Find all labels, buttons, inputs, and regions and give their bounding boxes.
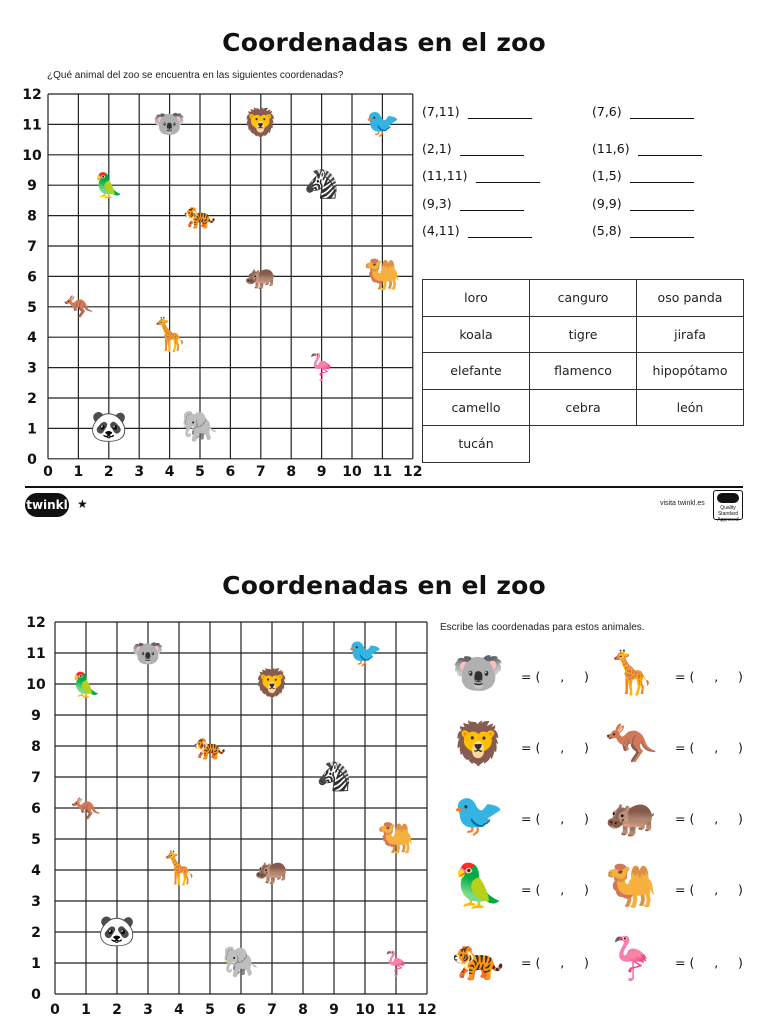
x-axis-label: 3 — [134, 464, 145, 480]
y-axis-label: 9 — [31, 708, 41, 724]
x-axis-label: 6 — [225, 464, 236, 480]
camel-icon: 🐫 — [377, 821, 415, 857]
x-axis-label: 8 — [286, 464, 297, 480]
coordinate-question — [422, 168, 540, 183]
y-axis-label: 3 — [31, 894, 41, 910]
answer-blank[interactable] — [638, 144, 702, 156]
word-bank-table — [422, 279, 744, 463]
coordinate-text: (2,1) — [422, 141, 452, 156]
word-cell: jirafa — [637, 316, 744, 353]
answer-blank[interactable] — [468, 107, 532, 119]
word-cell: tigre — [530, 316, 637, 353]
x-axis-label: 2 — [112, 1002, 122, 1018]
coordinate-answer-field[interactable]: = ( , ) — [675, 811, 743, 826]
y-axis-label: 6 — [27, 269, 37, 286]
coordinate-question — [592, 141, 702, 156]
answer-blank[interactable] — [460, 144, 524, 156]
zebra-icon: 🦓 — [316, 760, 352, 794]
footer-divider — [25, 486, 743, 488]
y-axis-label: 2 — [31, 925, 41, 941]
empty-cell — [637, 426, 744, 463]
toucan-icon: 🐦 — [452, 790, 505, 839]
badge-text: Quality Standard Approved — [717, 505, 739, 523]
camel-icon: 🐫 — [605, 861, 658, 910]
empty-cell — [530, 426, 637, 463]
coordinate-answer-field[interactable]: = ( , ) — [521, 882, 589, 897]
koala-icon: 🐨 — [153, 109, 186, 140]
coordinate-question — [422, 223, 532, 238]
x-axis-label: 9 — [329, 1002, 339, 1018]
coordinate-text: (11,6) — [592, 141, 630, 156]
page1-title: Coordenadas en el zoo — [222, 28, 546, 57]
flamingo-icon: 🦩 — [605, 934, 658, 983]
y-axis-label: 8 — [27, 208, 37, 225]
x-axis-label: 0 — [43, 464, 53, 480]
coordinate-question — [422, 104, 532, 119]
x-axis-label: 2 — [103, 464, 114, 480]
hippo-icon: 🦛 — [244, 261, 277, 292]
answer-blank[interactable] — [630, 107, 694, 119]
y-axis-label: 1 — [31, 956, 41, 972]
tiger-icon: 🐅 — [183, 200, 217, 231]
page1-instruction: ¿Qué animal del zoo se encuentra en las siguientes coordenadas? — [47, 70, 344, 81]
y-axis-label: 11 — [22, 117, 42, 134]
coordinate-answer-field[interactable]: = ( , ) — [521, 955, 589, 970]
coordinate-answer-field[interactable]: = ( , ) — [675, 669, 743, 684]
toucan-icon: 🐦 — [364, 106, 400, 140]
y-axis-label: 7 — [27, 239, 37, 255]
y-axis-label: 9 — [27, 178, 37, 195]
coordinate-question — [592, 168, 694, 183]
coordinate-text: (5,8) — [592, 223, 622, 238]
quality-badge — [713, 490, 743, 523]
coordinate-text: (9,3) — [422, 196, 452, 211]
y-axis-label: 4 — [27, 330, 37, 347]
lion-icon: 🦁 — [452, 719, 505, 768]
x-axis-label: 8 — [298, 1002, 308, 1018]
coordinate-text: (7,6) — [592, 104, 622, 119]
panda-icon: 🐼 — [90, 409, 128, 445]
y-axis-label: 5 — [27, 299, 37, 316]
kangaroo-icon: 🦘 — [63, 293, 94, 322]
coordinate-text: (11,11) — [422, 168, 468, 183]
word-cell: canguro — [530, 280, 637, 317]
answer-blank[interactable] — [630, 171, 694, 183]
answer-blank[interactable] — [630, 226, 694, 238]
y-axis-label: 1 — [27, 421, 37, 438]
coordinate-answer-field[interactable]: = ( , ) — [675, 955, 743, 970]
kangaroo-icon: 🦘 — [605, 719, 658, 768]
giraffe-icon: 🦒 — [149, 315, 190, 354]
x-axis-label: 1 — [81, 1002, 91, 1018]
elephant-icon: 🐘 — [181, 409, 219, 445]
coordinate-text: (4,11) — [422, 223, 460, 238]
x-axis-label: 1 — [73, 464, 84, 480]
word-cell: oso panda — [637, 280, 744, 317]
x-axis-label: 11 — [386, 1002, 406, 1018]
x-axis-label: 11 — [372, 464, 393, 480]
star-icon: ★ — [77, 497, 88, 511]
x-axis-label: 4 — [174, 1002, 184, 1018]
coordinate-answer-field[interactable]: = ( , ) — [521, 811, 589, 826]
word-cell: camello — [423, 389, 530, 426]
y-axis-label: 12 — [26, 615, 46, 631]
giraffe-icon: 🦒 — [159, 849, 199, 888]
y-axis-label: 11 — [26, 646, 46, 662]
y-axis-label: 5 — [31, 832, 41, 848]
x-axis-label: 5 — [195, 464, 205, 480]
word-cell: león — [637, 389, 744, 426]
x-axis-label: 0 — [50, 1002, 60, 1018]
y-axis-label: 0 — [31, 987, 41, 1003]
word-cell: flamenco — [530, 353, 637, 390]
hippo-icon: 🦛 — [605, 790, 658, 839]
answer-blank[interactable] — [460, 199, 524, 211]
flamingo-icon: 🦩 — [305, 352, 338, 383]
x-axis-label: 12 — [417, 1002, 437, 1018]
coordinate-question — [592, 223, 694, 238]
y-axis-label: 4 — [31, 863, 41, 879]
y-axis-label: 12 — [22, 87, 42, 103]
coordinate-answer-field[interactable]: = ( , ) — [521, 669, 589, 684]
coordinate-text: (9,9) — [592, 196, 622, 211]
y-axis-label: 3 — [27, 360, 37, 377]
twinkl-logo[interactable]: twinkl — [25, 493, 69, 517]
word-cell: tucán — [423, 426, 530, 463]
answer-blank[interactable] — [630, 199, 694, 211]
x-axis-label: 5 — [205, 1002, 215, 1018]
x-axis-label: 12 — [403, 464, 423, 480]
word-cell: cebra — [530, 389, 637, 426]
word-cell: loro — [423, 280, 530, 317]
coordinate-question — [422, 196, 524, 211]
x-axis-label: 10 — [342, 464, 362, 480]
parrot-icon: 🦜 — [93, 171, 124, 200]
tiger-icon: 🐅 — [193, 732, 227, 763]
y-axis-label: 7 — [31, 770, 41, 786]
y-axis-label: 10 — [22, 147, 42, 164]
x-axis-label: 6 — [236, 1002, 246, 1018]
parrot-icon: 🦜 — [71, 671, 101, 700]
y-axis-label: 8 — [31, 739, 41, 755]
coordinate-text: (1,5) — [592, 168, 622, 183]
grid-page1-animals — [63, 107, 401, 445]
coordinate-answer-field[interactable]: = ( , ) — [675, 882, 743, 897]
x-axis-label: 7 — [267, 1002, 277, 1018]
word-cell: elefante — [423, 353, 530, 390]
word-cell: koala — [423, 316, 530, 353]
kangaroo-icon: 🦘 — [71, 795, 101, 824]
coordinate-text: (7,11) — [422, 104, 460, 119]
coordinate-question — [592, 196, 694, 211]
coordinate-question — [592, 104, 694, 119]
badge-logo-icon — [717, 493, 739, 503]
y-axis-label: 10 — [26, 677, 46, 693]
visit-link[interactable]: visita twinkl.es — [660, 500, 705, 507]
answer-blank[interactable] — [468, 226, 532, 238]
x-axis-label: 3 — [143, 1002, 153, 1018]
coordinate-question — [422, 141, 524, 156]
y-axis-label: 0 — [27, 451, 37, 468]
coordinate-answer-field[interactable]: = ( , ) — [675, 740, 743, 755]
x-axis-label: 7 — [255, 464, 266, 480]
x-axis-label: 10 — [355, 1002, 375, 1018]
x-axis-label: 4 — [164, 464, 175, 480]
camel-icon: 🐫 — [363, 257, 402, 293]
y-axis-label: 6 — [31, 801, 41, 817]
coordinate-answer-field[interactable]: = ( , ) — [521, 740, 589, 755]
giraffe-icon: 🦒 — [605, 648, 658, 697]
zebra-icon: 🦓 — [304, 167, 340, 201]
y-axis-label: 2 — [27, 391, 37, 407]
lion-icon: 🦁 — [254, 667, 290, 701]
x-axis-label: 9 — [316, 464, 327, 480]
grid-page1 — [22, 87, 422, 480]
flamingo-icon: 🦩 — [381, 950, 411, 979]
parrot-icon: 🦜 — [452, 861, 505, 910]
lion-icon: 🦁 — [243, 106, 279, 140]
elephant-icon: 🐘 — [222, 945, 260, 981]
hippo-icon: 🦛 — [254, 853, 290, 887]
tiger-icon: 🐅 — [452, 934, 505, 983]
page2-title: Coordenadas en el zoo — [222, 571, 546, 600]
toucan-icon: 🐦 — [347, 636, 383, 670]
koala-icon: 🐨 — [452, 648, 505, 697]
panda-icon: 🐼 — [98, 914, 136, 950]
answer-blank[interactable] — [476, 171, 540, 183]
koala-icon: 🐨 — [131, 639, 165, 670]
word-cell: hipopótamo — [637, 353, 744, 390]
page2-instruction: Escribe las coordenadas para estos animales. — [440, 622, 645, 633]
